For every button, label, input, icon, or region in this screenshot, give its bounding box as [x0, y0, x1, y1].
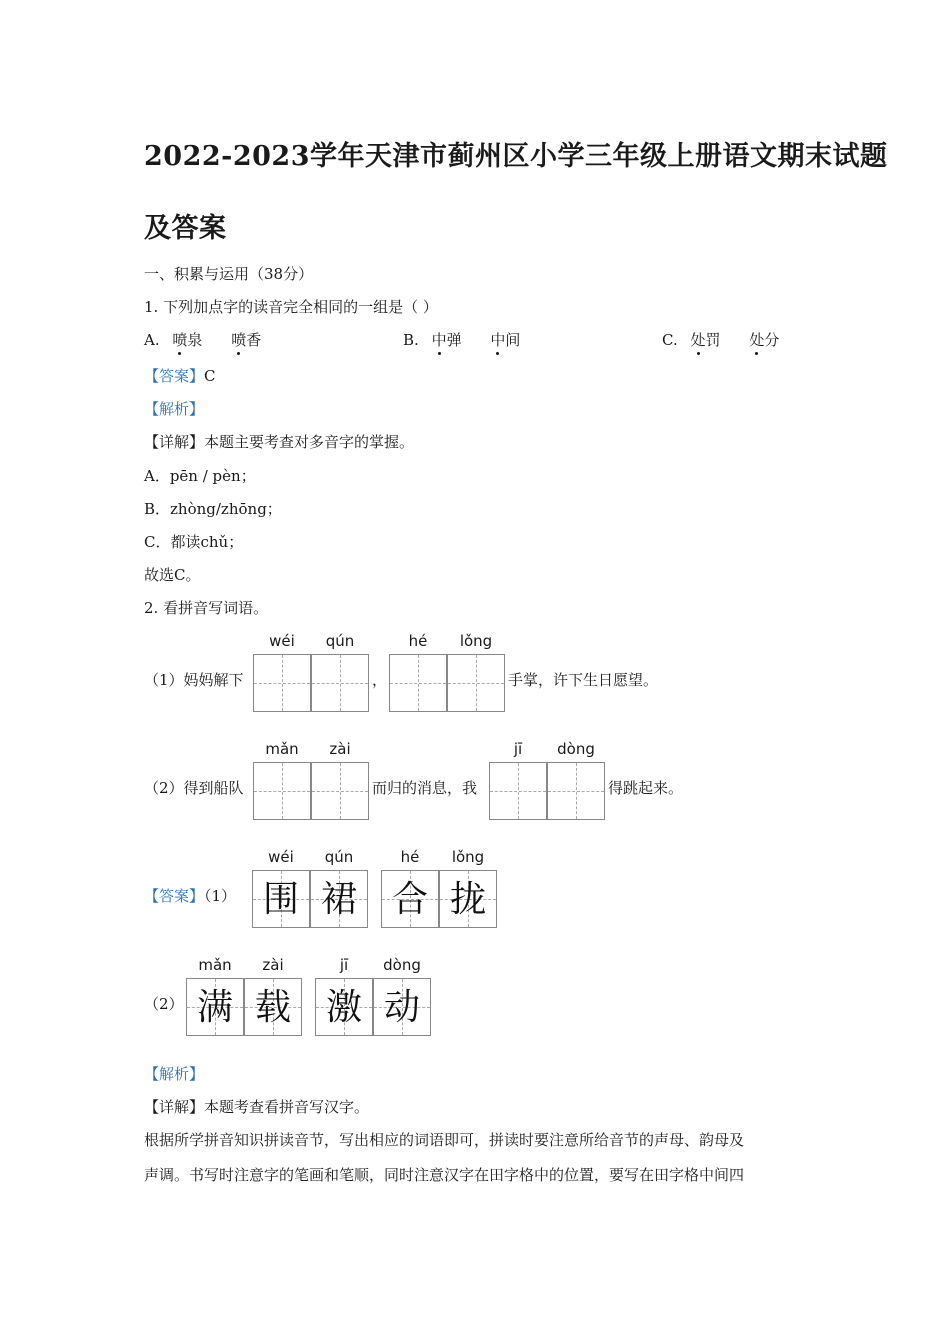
- q1-conclusion: 故选C。: [144, 566, 201, 584]
- answer-grid-cell: [315, 978, 373, 1036]
- dotted-char: 处: [690, 331, 706, 349]
- pinyin: dòng: [383, 956, 421, 974]
- pinyin: mǎn: [198, 956, 232, 974]
- pinyin: zài: [262, 956, 284, 974]
- detail-tag: 【详解】: [144, 433, 205, 451]
- q2-s1-comma: ，: [372, 671, 388, 689]
- q1-answer: [144, 366, 216, 386]
- option-letter: B.: [403, 331, 419, 349]
- answer-char: 动: [383, 987, 420, 1028]
- writing-grid-cell[interactable]: [489, 762, 547, 820]
- section-heading: 一、积累与运用（38分）: [144, 265, 314, 283]
- q2-stem: 2. 看拼音写词语。: [144, 599, 269, 617]
- answer-tag: 【答案】: [144, 887, 205, 905]
- q2-s1-prefix: （1）妈妈解下: [144, 671, 244, 689]
- q2-paragraph-line1: 根据所学拼音知识拼读音节，写出相应的词语即可，拼读时要注意所给音节的声母、韵母及: [144, 1131, 745, 1149]
- q2-s2-suffix: 得跳起来。: [608, 779, 684, 797]
- answer-char: 激: [325, 987, 362, 1028]
- pinyin: mǎn: [265, 740, 299, 758]
- answer-tag: 【答案】: [144, 367, 205, 385]
- pinyin: dòng: [557, 740, 595, 758]
- dotted-char: 喷: [231, 331, 247, 349]
- q1-stem: 1. 下列加点字的读音完全相同的一组是（ ）: [144, 298, 438, 316]
- q1-line-b: B．zhòng/zhōng；: [144, 500, 282, 518]
- q2-analysis-tag: 【解析】: [144, 1065, 205, 1083]
- q2-s2-middle: 而归的消息，我: [372, 779, 478, 797]
- dotted-char: 喷: [172, 331, 188, 349]
- answer-grid-cell: [373, 978, 431, 1036]
- option-word-rest: 间: [505, 331, 521, 349]
- pinyin: jī: [339, 956, 349, 974]
- answer-part-label: （1）: [204, 887, 237, 905]
- pinyin: qún: [324, 848, 354, 866]
- pinyin: qún: [325, 632, 355, 650]
- q2-detail: [144, 1097, 369, 1117]
- q1-option-c: [662, 330, 779, 350]
- pinyin: jī: [513, 740, 523, 758]
- answer-char: 合: [391, 879, 428, 920]
- answer-grid-cell: [252, 870, 310, 928]
- detail-text: 本题主要考查对多音字的掌握。: [204, 433, 415, 451]
- answer-char: 拢: [449, 879, 486, 920]
- pinyin: lǒng: [459, 632, 493, 650]
- answer-grid-cell: [381, 870, 439, 928]
- q1-detail: [144, 432, 414, 452]
- option-word-rest: 罚: [705, 331, 721, 349]
- q2-s2-prefix: （2）得到船队: [144, 779, 244, 797]
- dotted-char: 处: [749, 331, 765, 349]
- answer-grid-cell: [244, 978, 302, 1036]
- answer-value: C: [204, 367, 216, 385]
- doc-title-line1: 2022-2023学年天津市蓟州区小学三年级上册语文期末试题: [144, 141, 888, 172]
- writing-grid-cell[interactable]: [253, 762, 311, 820]
- writing-grid-cell[interactable]: [547, 762, 605, 820]
- writing-grid-cell[interactable]: [447, 654, 505, 712]
- answer-char: 裙: [320, 879, 357, 920]
- option-word-rest: 泉: [187, 331, 203, 349]
- answer-part-label: （2）: [144, 995, 184, 1013]
- pinyin: zài: [329, 740, 351, 758]
- q2-s1-suffix: 手掌，许下生日愿望。: [508, 671, 659, 689]
- pinyin: hé: [400, 848, 420, 866]
- pinyin: hé: [408, 632, 428, 650]
- answer-grid-cell: [310, 870, 368, 928]
- doc-title-line2: 及答案: [144, 213, 227, 244]
- option-word-rest: 弹: [446, 331, 462, 349]
- q2-paragraph-line2: 声调。书写时注意字的笔画和笔顺，同时注意汉字在田字格中的位置，要写在田字格中间四: [144, 1166, 745, 1184]
- answer-char: 满: [196, 987, 233, 1028]
- pinyin: wéi: [269, 632, 295, 650]
- option-word-rest: 分: [764, 331, 780, 349]
- q1-analysis-tag: 【解析】: [144, 400, 205, 418]
- q2-answer-label: [144, 886, 236, 906]
- answer-char: 载: [254, 987, 291, 1028]
- writing-grid-cell[interactable]: [253, 654, 311, 712]
- q1-option-b: [403, 330, 520, 350]
- detail-tag: 【详解】: [144, 1098, 205, 1116]
- detail-text: 本题考查看拼音写汉字。: [204, 1098, 370, 1116]
- q1-option-a: [144, 330, 261, 350]
- dotted-char: 中: [490, 331, 506, 349]
- writing-grid-cell[interactable]: [389, 654, 447, 712]
- answer-char: 围: [262, 879, 299, 920]
- answer-grid-cell: [439, 870, 497, 928]
- option-word-rest: 香: [246, 331, 262, 349]
- q1-line-c: C．都读chǔ；: [144, 533, 244, 551]
- answer-grid-cell: [186, 978, 244, 1036]
- writing-grid-cell[interactable]: [311, 654, 369, 712]
- dotted-char: 中: [431, 331, 447, 349]
- q1-line-a: A．pēn / pèn；: [144, 467, 256, 485]
- option-letter: C.: [662, 331, 678, 349]
- writing-grid-cell[interactable]: [311, 762, 369, 820]
- pinyin: lǒng: [451, 848, 485, 866]
- option-letter: A.: [144, 331, 160, 349]
- pinyin: wéi: [268, 848, 294, 866]
